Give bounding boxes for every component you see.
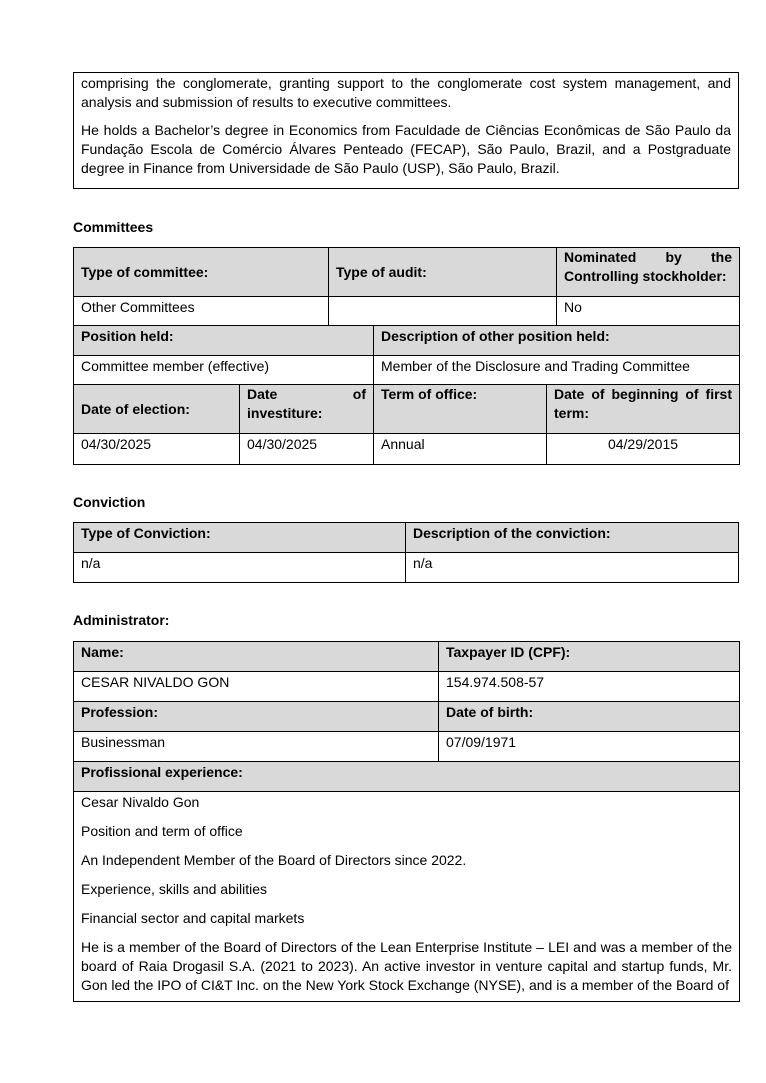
experience-label: Profissional experience: (74, 762, 740, 792)
administrator-title: Administrator: (73, 612, 170, 628)
experience-line-position-heading: Position and term of office (81, 823, 243, 839)
description-other-label: Description of other position held: (374, 326, 740, 356)
committees-title: Committees (73, 219, 154, 235)
position-held-value: Committee member (effective) (74, 356, 374, 386)
committees-table-top (73, 247, 740, 326)
committees-table-dates (73, 384, 740, 465)
type-of-audit-value (329, 297, 557, 326)
nominated-value: No (557, 297, 740, 326)
conviction-type-value: n/a (74, 553, 406, 583)
name-value: CESAR NIVALDO GON (74, 672, 439, 702)
experience-line-bio: He is a member of the Board of Directors of the Lean Enterprise Institute – LEI and was a member of the board of Raia Drogasil S.A. (2021 to 2023). An active investor in venture capital and startup funds, Mr. Gon led the IPO of CI&T Inc. on the New York Stock Exchange (NYSE), and is a member of the Board of (81, 939, 732, 993)
conviction-title: Conviction (73, 494, 146, 510)
experience-content (74, 792, 740, 1002)
cpf-label: Taxpayer ID (CPF): (439, 642, 740, 672)
term-of-office-value: Annual (374, 434, 547, 465)
experience-line-sector: Financial sector and capital markets (81, 910, 305, 926)
conviction-description-value: n/a (406, 553, 739, 583)
date-first-term-label: Date of beginning of first term: (547, 385, 740, 434)
date-first-term-value: 04/29/2015 (547, 434, 740, 465)
conviction-type-label: Type of Conviction: (74, 523, 406, 553)
description-other-value: Member of the Disclosure and Trading Committee (374, 356, 740, 386)
date-of-election-value: 04/30/2025 (74, 434, 240, 465)
dob-value: 07/09/1971 (439, 732, 740, 762)
nominated-label: Nominated by the Controlling stockholder: (557, 248, 740, 297)
intro-box (73, 72, 739, 189)
cpf-value: 154.974.508-57 (439, 672, 740, 702)
date-of-election-label: Date of election: (74, 385, 240, 434)
position-held-label: Position held: (74, 326, 374, 356)
experience-line-position: An Independent Member of the Board of Directors since 2022. (81, 852, 467, 868)
dob-label: Date of birth: (439, 702, 740, 732)
intro-paragraph-2: He holds a Bachelor’s degree in Economics from Faculdade de Ciências Econômicas de São Paulo da Fundação Escola de Comércio Álvares Penteado (FECAP), São Paulo, Brazil, and a Postgraduate degree in Finance from Universidade de São Paulo (USP), São Paulo, Brazil. (81, 122, 731, 176)
committees-table-position (73, 325, 740, 386)
type-of-committee-value: Other Committees (74, 297, 329, 326)
date-of-investiture-label: Date of investiture: (240, 385, 374, 434)
term-of-office-label: Term of office: (374, 385, 547, 434)
conviction-table (73, 522, 739, 583)
intro-paragraph-1: comprising the conglomerate, granting support to the conglomerate cost system management, and analysis and submission of results to executive committees. (81, 75, 731, 110)
type-of-committee-label: Type of committee: (74, 248, 329, 297)
type-of-audit-label: Type of audit: (329, 248, 557, 297)
profession-value: Businessman (74, 732, 439, 762)
experience-line-name: Cesar Nivaldo Gon (81, 794, 200, 810)
profession-label: Profession: (74, 702, 439, 732)
conviction-description-label: Description of the conviction: (406, 523, 739, 553)
name-label: Name: (74, 642, 439, 672)
date-of-investiture-value: 04/30/2025 (240, 434, 374, 465)
experience-line-skills-heading: Experience, skills and abilities (81, 881, 267, 897)
administrator-table (73, 641, 740, 1002)
